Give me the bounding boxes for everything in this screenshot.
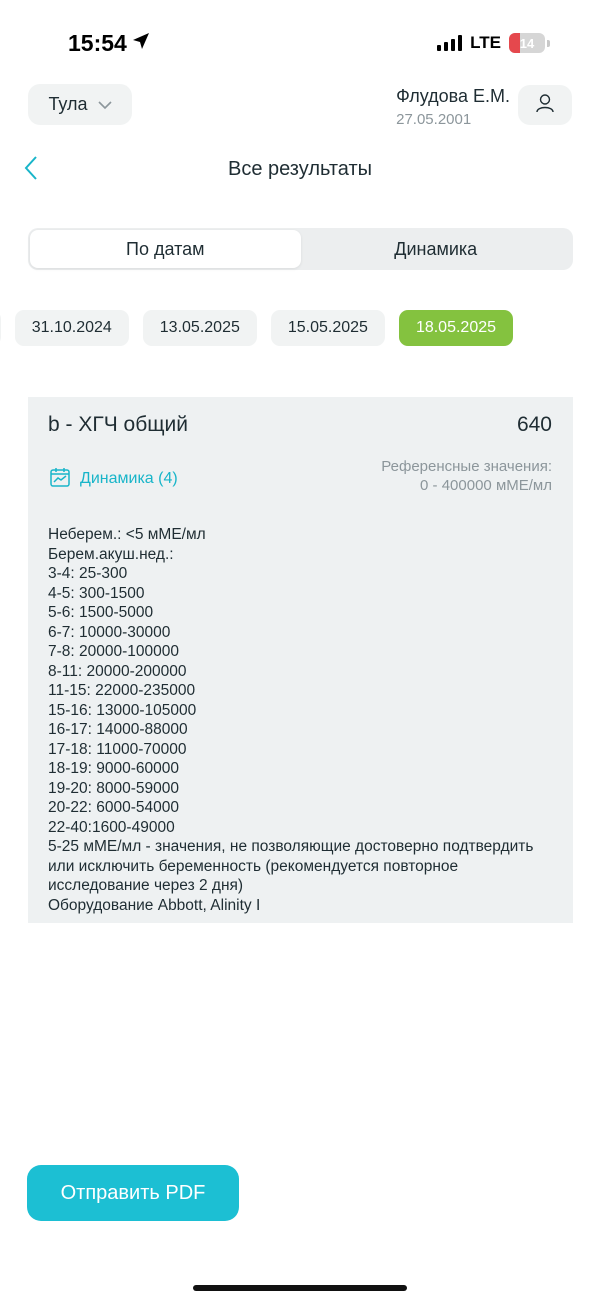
reference-label: Референсные значения: (381, 458, 552, 475)
test-value: 640 (516, 413, 552, 436)
dynamics-link-label: Динамика (4) (80, 470, 178, 487)
user-dob: 27.05.2001 (396, 111, 472, 128)
page-title: Все результаты (227, 158, 372, 180)
send-pdf-button[interactable]: Отправить PDF (27, 1165, 239, 1221)
reference-values (381, 457, 552, 495)
user-icon (534, 92, 556, 119)
user-info (396, 86, 510, 128)
home-indicator (193, 1285, 407, 1291)
date-chip[interactable] (0, 310, 1, 346)
location-arrow-icon (131, 30, 151, 57)
city-selector[interactable] (28, 84, 132, 125)
user-name: Флудова Е.М. (396, 86, 510, 106)
battery-percent: 14 (519, 35, 535, 51)
result-card (28, 397, 573, 923)
reference-value: 0 - 400000 мМЕ/мл (420, 477, 552, 494)
date-chip-selected[interactable]: 18.05.2025 (399, 310, 513, 346)
view-toggle (28, 228, 573, 270)
tab-by-dates[interactable]: По датам (30, 230, 301, 268)
date-chip[interactable]: 15.05.2025 (271, 310, 385, 346)
result-notes: Неберем.: <5 мМЕ/мл Берем.акуш.нед.: 3-4: 25-300 4-5: 300-1500 5-6: 1500-5000 6-7: 10000-30000 7-8: 20000-100000 8-11: 20000-200000 11-15: 22000-235000 15-16: 13000-105000 16-17: 14000-88000 17-18: 11000-70000 18-19: 9000-60000 19-20: 8000-59000 20-22: 6000-54000 22-40:1600-49000 5-25 мМЕ/мл - значения, не позволяющие достоверно подтвердить или исключить беременность (рекомендуется повторное исследование через 2 дня) Оборудование Abbott, Alinity I (48, 526, 534, 914)
status-time (68, 30, 151, 57)
date-chip[interactable]: 13.05.2025 (143, 310, 257, 346)
profile-button[interactable] (518, 85, 572, 125)
city-label: Тула (48, 94, 88, 114)
test-name: b - ХГЧ общий (48, 413, 188, 436)
tab-dynamics[interactable]: Динамика (394, 238, 478, 259)
dynamics-link[interactable] (48, 463, 178, 495)
status-time-text: 15:54 (68, 30, 127, 56)
signal-icon (437, 35, 462, 51)
network-label: LTE (470, 33, 501, 52)
date-list (0, 310, 513, 346)
status-indicators (437, 33, 550, 53)
battery-icon (509, 33, 545, 53)
battery-tip (547, 40, 550, 47)
calendar-chart-icon (48, 465, 72, 494)
date-chip[interactable]: 31.10.2024 (15, 310, 129, 346)
chevron-down-icon (98, 94, 112, 115)
